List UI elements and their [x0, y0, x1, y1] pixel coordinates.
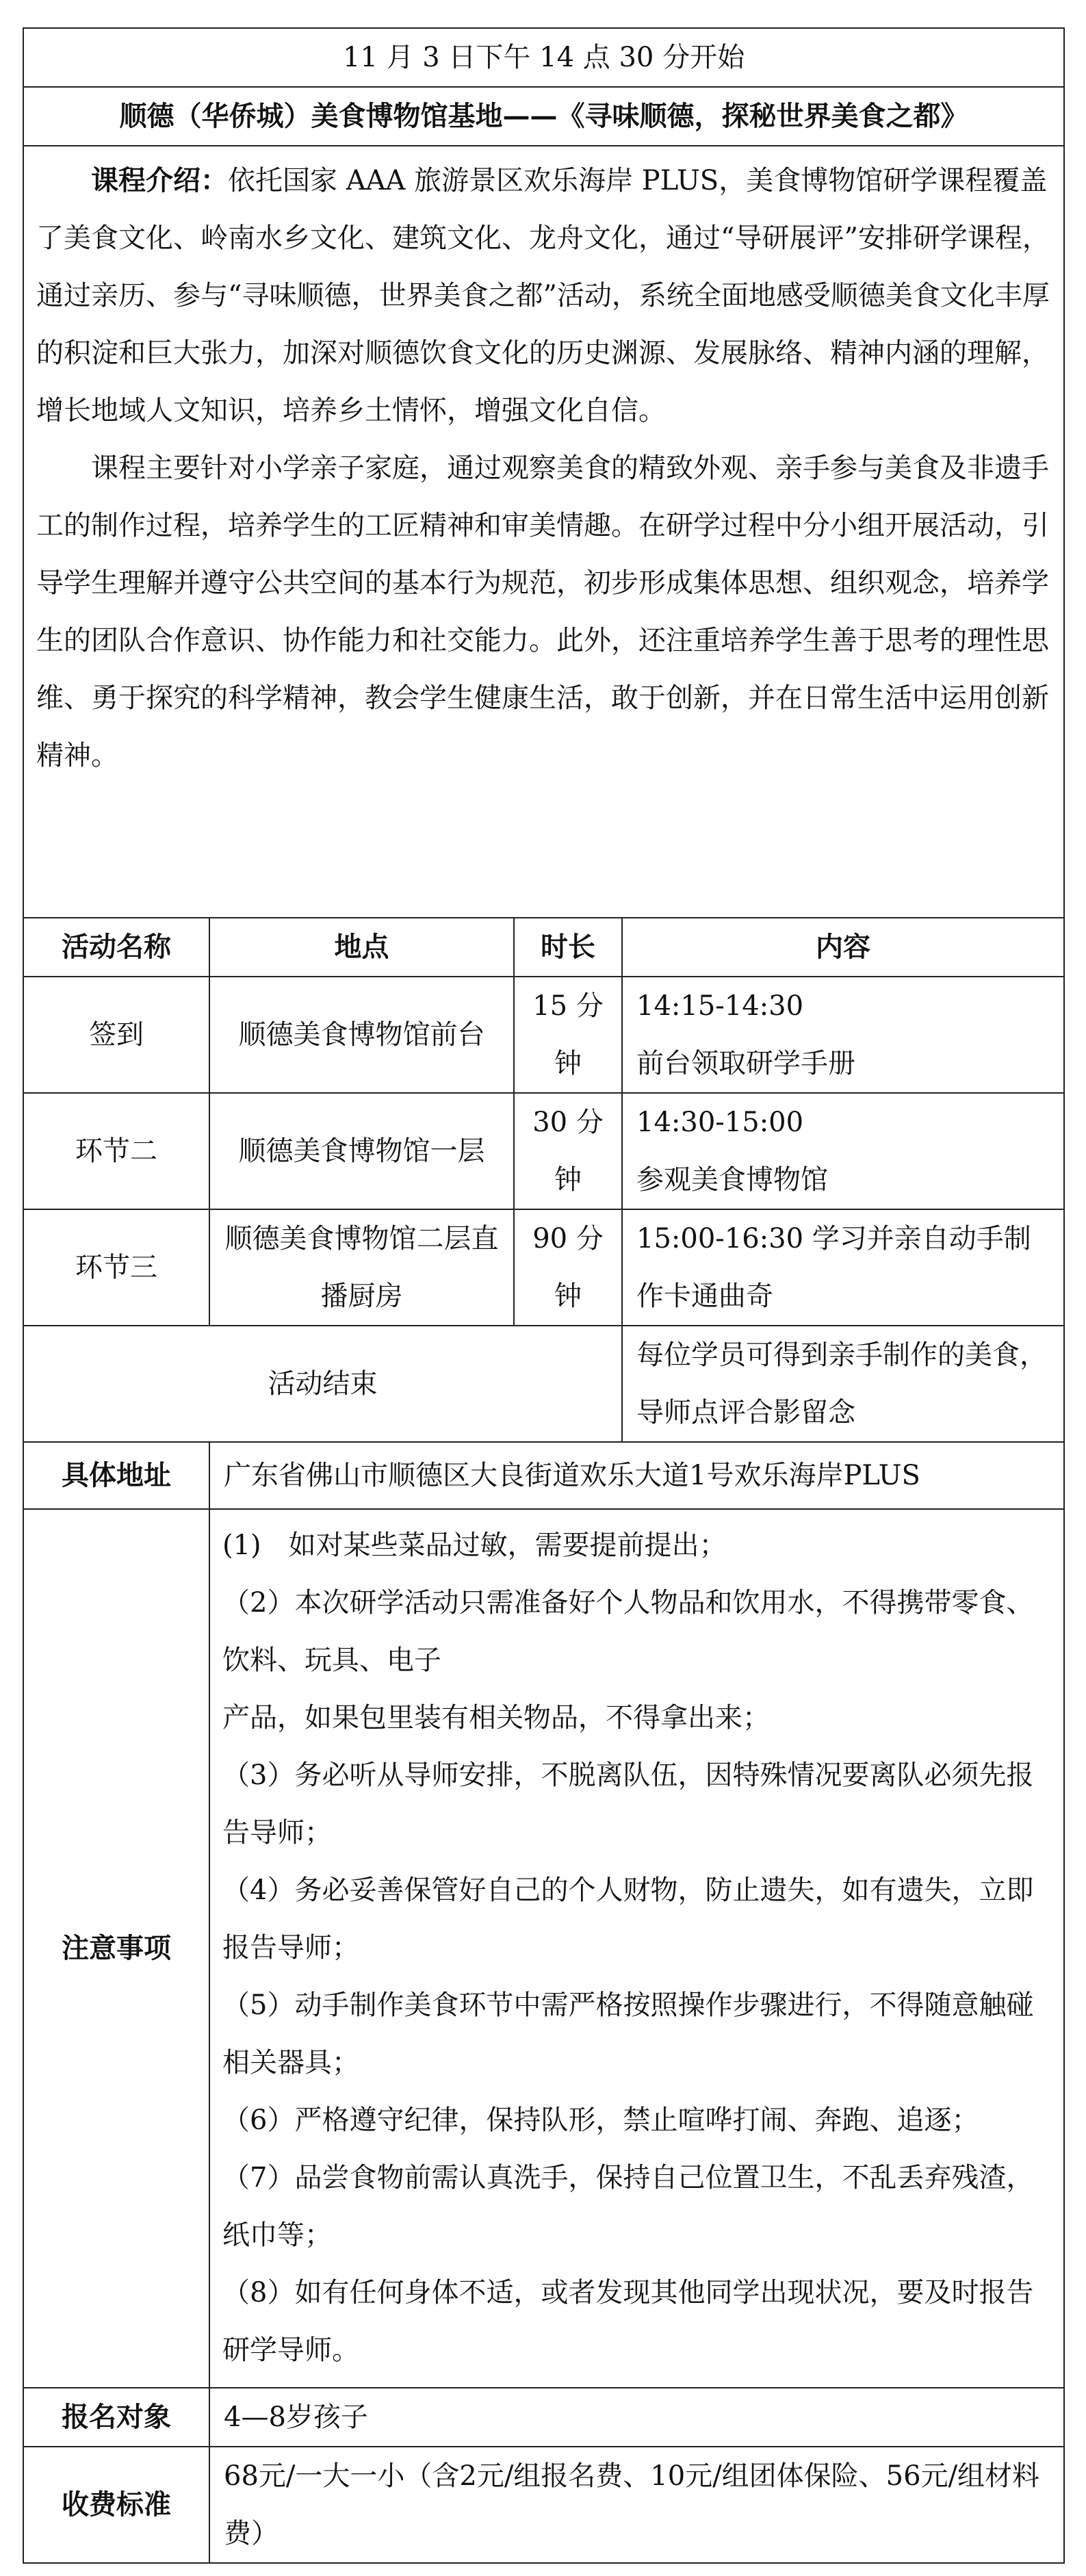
course-intro — [23, 146, 1064, 918]
activity-duration: 15 分钟 — [514, 977, 622, 1093]
target-value: 4—8岁孩子 — [209, 2388, 1064, 2447]
activity-name: 环节二 — [23, 1093, 209, 1209]
schedule-row — [23, 1209, 1064, 1326]
activity-name: 签到 — [23, 977, 209, 1093]
document-title: 顺德（华侨城）美食博物馆基地——《寻味顺德，探秘世界美食之都》 — [23, 87, 1064, 146]
fee-value: 68元/一大一小（含2元/组报名费、10元/组团体保险、56元/组材料费） — [209, 2447, 1064, 2563]
activity-place: 顺德美食博物馆前台 — [209, 977, 514, 1093]
schedule-end-row — [23, 1326, 1064, 1442]
activity-place: 顺德美食博物馆二层直播厨房 — [209, 1209, 514, 1326]
col-header-activity: 活动名称 — [23, 918, 209, 977]
notes-list — [209, 1509, 1064, 2388]
activity-content: 14:15-14:30 前台领取研学手册 — [622, 977, 1064, 1093]
note-item: (1) 如对某些菜品过敏，需要提前提出； — [222, 1530, 727, 1561]
activity-place: 顺德美食博物馆一层 — [209, 1093, 514, 1209]
intro-paragraph-1: 课程介绍：依托国家 AAA 旅游景区欢乐海岸 PLUS，美食博物馆研学课程覆盖了美食文化、岭南水乡文化、建筑文化、龙舟文化，通过“导研展评”安排研学课程，通过亲历、参与“寻味顺德，世界美食之都”活动，系统全面地感受顺德美食文化丰厚的积淀和巨大张力，加深对顺德饮食文化的历史渊源、发展脉络、精神内涵的理解，增长地域人文知识，培养乡土情怀，增强文化自信。 — [36, 164, 1050, 426]
address-label: 具体地址 — [23, 1442, 209, 1509]
intro-paragraph-2: 课程主要针对小学亲子家庭，通过观察美食的精致外观、亲手参与美食及非遗手工的制作过程，培养学生的工匠精神和审美情趣。在研学过程中分小组开展活动，引导学生理解并遵守公共空间的基本行为规范，初步形成集体思想、组织观念，培养学生的团队合作意识、协作能力和社交能力。此外，还注重培养学生善于思考的理性思维、勇于探究的科学精神，教会学生健康生活，敢于创新，并在日常生活中运用创新精神。 — [36, 452, 1049, 771]
activity-content: 14:30-15:00 参观美食博物馆 — [622, 1093, 1064, 1209]
note-item: （2）本次研学活动只需准备好个人物品和饮用水，不得携带零食、饮料、玩具、电子 产品，如果包里装有相关物品，不得拿出来； — [222, 1587, 1034, 1734]
note-item: （8）如有任何身体不适，或者发现其他同学出现状况，要及时报告研学导师。 — [222, 2277, 1034, 2366]
activity-name: 环节三 — [23, 1209, 209, 1326]
activity-duration: 30 分钟 — [514, 1093, 622, 1209]
note-item: （5）动手制作美食环节中需严格按照操作步骤进行，不得随意触碰相关器具； — [222, 1989, 1034, 2078]
activity-end-content: 每位学员可得到亲手制作的美食，导师点评合影留念 — [622, 1326, 1064, 1442]
start-time: 11 月 3 日下午 14 点 30 分开始 — [23, 28, 1064, 87]
activity-table — [23, 27, 1065, 2564]
note-item: （3）务必听从导师安排，不脱离队伍，因特殊情况要离队必须先报告导师； — [222, 1760, 1034, 1849]
note-item: （7）品尝食物前需认真洗手，保持自己位置卫生，不乱丢弃残渣，纸巾等； — [222, 2162, 1034, 2251]
col-header-content: 内容 — [622, 918, 1064, 977]
activity-end-label: 活动结束 — [23, 1326, 622, 1442]
schedule-row — [23, 977, 1064, 1093]
address-value: 广东省佛山市顺德区大良街道欢乐大道1号欢乐海岸PLUS — [209, 1442, 1064, 1509]
notes-label: 注意事项 — [23, 1509, 209, 2388]
target-label: 报名对象 — [23, 2388, 209, 2447]
col-header-place: 地点 — [209, 918, 514, 977]
activity-content: 15:00-16:30 学习并亲自动手制作卡通曲奇 — [622, 1209, 1064, 1326]
activity-duration: 90 分钟 — [514, 1209, 622, 1326]
schedule-row — [23, 1093, 1064, 1209]
note-item: （6）严格遵守纪律，保持队形，禁止喧哗打闹、奔跑、追逐； — [222, 2104, 979, 2136]
fee-label: 收费标准 — [23, 2447, 209, 2563]
col-header-duration: 时长 — [514, 918, 622, 977]
note-item: （4）务必妥善保管好自己的个人财物，防止遗失，如有遗失，立即报告导师； — [222, 1875, 1034, 1963]
intro-label: 课程介绍： — [91, 164, 228, 196]
